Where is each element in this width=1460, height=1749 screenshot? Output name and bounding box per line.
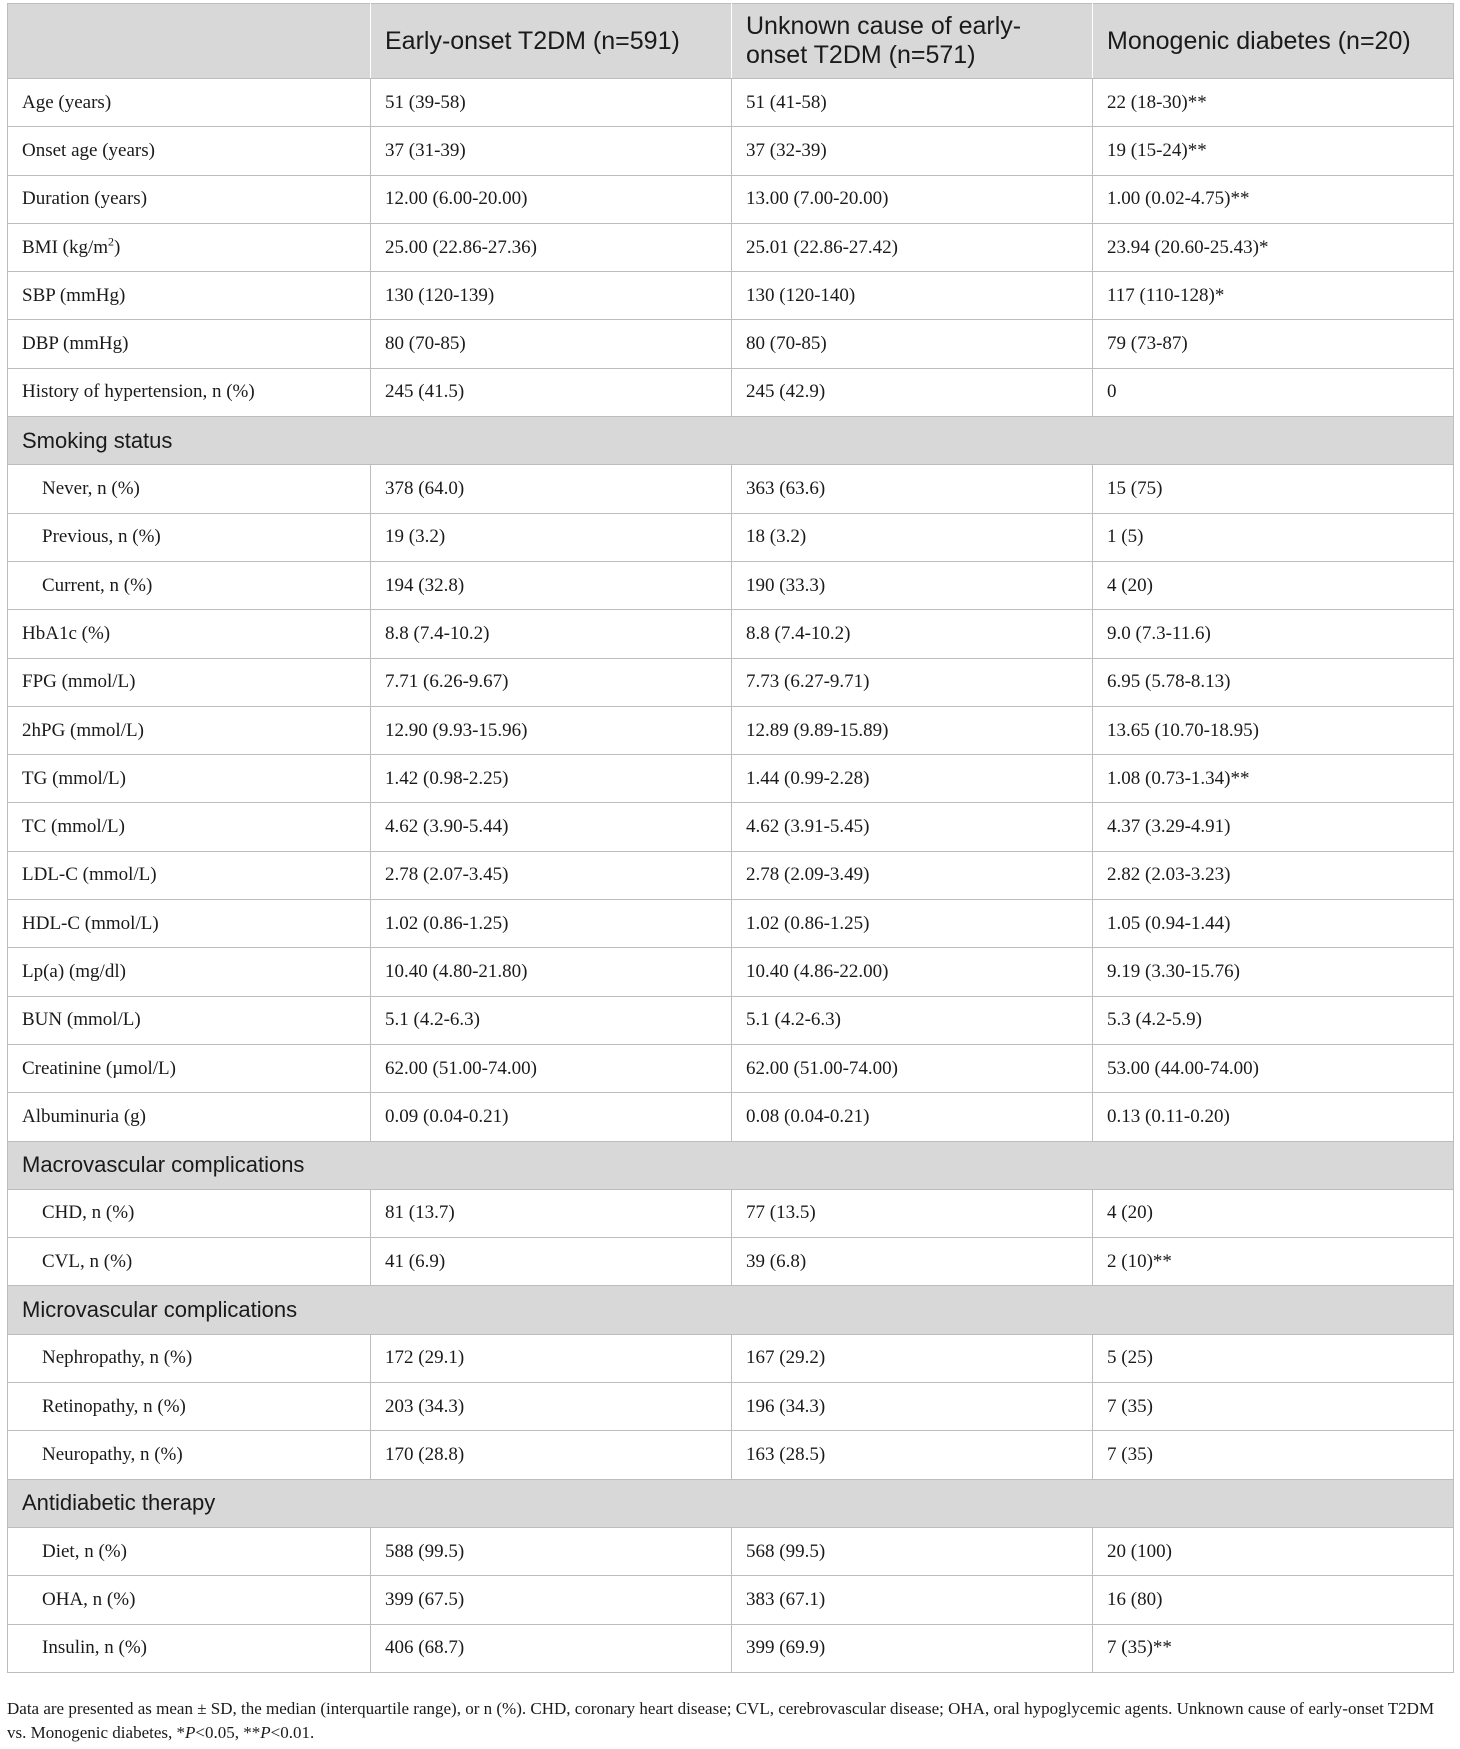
table-cell: 9.19 (3.30-15.76): [1093, 948, 1454, 996]
row-label-text: FPG (mmol/L): [22, 671, 136, 693]
row-label-text: Retinopathy, n (%): [42, 1395, 186, 1417]
table-cell: 62.00 (51.00-74.00): [371, 1044, 732, 1092]
table-cell: 77 (13.5): [732, 1189, 1093, 1237]
row-label-text: TG (mmol/L): [22, 767, 126, 789]
table-cell: 8.8 (7.4-10.2): [732, 610, 1093, 658]
table-cell: 9.0 (7.3-11.6): [1093, 610, 1454, 658]
table-cell: 406 (68.7): [371, 1624, 732, 1672]
row-label: [8, 1334, 371, 1382]
table-row: [8, 755, 1454, 803]
table-cell: 51 (39-58): [371, 79, 732, 127]
table-cell: 568 (99.5): [732, 1527, 1093, 1575]
row-label-text: Onset age (years): [22, 139, 155, 161]
table-cell: 1.42 (0.98-2.25): [371, 755, 732, 803]
row-label-text: 2hPG (mmol/L): [22, 719, 144, 741]
row-label-superscript: 2: [108, 234, 115, 249]
row-label-text: BMI (kg/m: [22, 236, 109, 258]
table-row: [8, 900, 1454, 948]
table-cell: 2.82 (2.03-3.23): [1093, 851, 1454, 899]
table-cell: 37 (31-39): [371, 127, 732, 175]
table-cell: 5 (25): [1093, 1334, 1454, 1382]
table-row: [8, 272, 1454, 320]
header-unknown-cause: Unknown cause of early-onset T2DM (n=571): [732, 4, 1093, 79]
table-cell: 37 (32-39): [732, 127, 1093, 175]
row-label-text: SBP (mmHg): [22, 284, 126, 306]
table-cell: 1.00 (0.02-4.75)**: [1093, 175, 1454, 223]
table-row: [8, 996, 1454, 1044]
table-cell: 4.37 (3.29-4.91): [1093, 803, 1454, 851]
table-cell: 0.13 (0.11-0.20): [1093, 1093, 1454, 1141]
row-label: [8, 320, 371, 368]
row-label: [8, 1431, 371, 1479]
table-cell: 39 (6.8): [732, 1238, 1093, 1286]
table-cell: 7 (35)**: [1093, 1624, 1454, 1672]
table-cell: 4 (20): [1093, 1189, 1454, 1237]
table-cell: 4.62 (3.91-5.45): [732, 803, 1093, 851]
table-cell: 51 (41-58): [732, 79, 1093, 127]
table-row: [8, 706, 1454, 754]
table-row: [8, 1576, 1454, 1624]
table-cell: 8.8 (7.4-10.2): [371, 610, 732, 658]
table-row: [8, 513, 1454, 561]
row-label: [8, 1189, 371, 1237]
table-row: [8, 1383, 1454, 1431]
header-monogenic-diabetes: Monogenic diabetes (n=20): [1093, 4, 1454, 79]
table-cell: 12.89 (9.89-15.89): [732, 706, 1093, 754]
table-cell: 12.00 (6.00-20.00): [371, 175, 732, 223]
table-cell: 194 (32.8): [371, 561, 732, 609]
table-cell: 1.02 (0.86-1.25): [732, 900, 1093, 948]
table-cell: 80 (70-85): [732, 320, 1093, 368]
footnote-p-symbol: P: [185, 1723, 196, 1742]
table-row: [8, 223, 1454, 271]
row-label-text: History of hypertension, n (%): [22, 381, 255, 403]
table-cell: 2.78 (2.09-3.49): [732, 851, 1093, 899]
characteristics-table: [7, 3, 1454, 1673]
row-label: [8, 513, 371, 561]
table-row: [8, 1527, 1454, 1575]
row-label: [8, 127, 371, 175]
row-label: [8, 755, 371, 803]
row-label: [8, 1527, 371, 1575]
table-row: [8, 1093, 1454, 1141]
table-row: [8, 175, 1454, 223]
header-early-onset-t2dm: Early-onset T2DM (n=591): [371, 4, 732, 79]
row-label-text: BUN (mmol/L): [22, 1009, 141, 1031]
table-cell: 172 (29.1): [371, 1334, 732, 1382]
table-cell: 20 (100): [1093, 1527, 1454, 1575]
table-footnote: [7, 1697, 1453, 1745]
table-cell: 2.78 (2.07-3.45): [371, 851, 732, 899]
row-label-text: Lp(a) (mg/dl): [22, 960, 126, 982]
table-cell: 378 (64.0): [371, 465, 732, 513]
table-cell: 5.1 (4.2-6.3): [371, 996, 732, 1044]
footnote-threshold-2: <0.01.: [270, 1723, 315, 1742]
table-row: [8, 610, 1454, 658]
table-cell: 245 (42.9): [732, 368, 1093, 416]
section-label: Antidiabetic therapy: [8, 1479, 1454, 1527]
table-cell: 25.00 (22.86-27.36): [371, 223, 732, 271]
table-row: [8, 1238, 1454, 1286]
row-label: [8, 1624, 371, 1672]
table-cell: 399 (69.9): [732, 1624, 1093, 1672]
table-cell: 13.65 (10.70-18.95): [1093, 706, 1454, 754]
row-label: [8, 900, 371, 948]
table-cell: 163 (28.5): [732, 1431, 1093, 1479]
table-cell: 79 (73-87): [1093, 320, 1454, 368]
table-row: [8, 948, 1454, 996]
table-cell: 130 (120-140): [732, 272, 1093, 320]
table-cell: 12.90 (9.93-15.96): [371, 706, 732, 754]
table-cell: 0.09 (0.04-0.21): [371, 1093, 732, 1141]
table-cell: 53.00 (44.00-74.00): [1093, 1044, 1454, 1092]
table-cell: 167 (29.2): [732, 1334, 1093, 1382]
row-label-text: Creatinine (µmol/L): [22, 1057, 176, 1079]
table-cell: 190 (33.3): [732, 561, 1093, 609]
table-cell: 5.3 (4.2-5.9): [1093, 996, 1454, 1044]
row-label: [8, 79, 371, 127]
table-row: [8, 1624, 1454, 1672]
row-label: [8, 223, 371, 271]
row-label-text: CHD, n (%): [42, 1202, 135, 1224]
table-cell: 10.40 (4.80-21.80): [371, 948, 732, 996]
table-cell: 117 (110-128)*: [1093, 272, 1454, 320]
table-cell: 19 (3.2): [371, 513, 732, 561]
table-row: [8, 1189, 1454, 1237]
table-row: [8, 1431, 1454, 1479]
table-cell: 1 (5): [1093, 513, 1454, 561]
table-cell: 2 (10)**: [1093, 1238, 1454, 1286]
table-cell: 80 (70-85): [371, 320, 732, 368]
table-cell: 1.08 (0.73-1.34)**: [1093, 755, 1454, 803]
section-label: Microvascular complications: [8, 1286, 1454, 1334]
table-cell: 1.02 (0.86-1.25): [371, 900, 732, 948]
table-body: [8, 79, 1454, 1673]
table-cell: 363 (63.6): [732, 465, 1093, 513]
section-header-row: [8, 1479, 1454, 1527]
row-label: [8, 803, 371, 851]
row-label: [8, 610, 371, 658]
table-cell: 1.44 (0.99-2.28): [732, 755, 1093, 803]
row-label: [8, 561, 371, 609]
row-label: [8, 272, 371, 320]
table-cell: 18 (3.2): [732, 513, 1093, 561]
row-label-text: HbA1c (%): [22, 622, 111, 644]
table-cell: 19 (15-24)**: [1093, 127, 1454, 175]
table-row: [8, 368, 1454, 416]
row-label: [8, 1044, 371, 1092]
table-cell: 5.1 (4.2-6.3): [732, 996, 1093, 1044]
section-header-row: [8, 1286, 1454, 1334]
table-header-row: [8, 4, 1454, 79]
row-label: [8, 1576, 371, 1624]
table-cell: 15 (75): [1093, 465, 1454, 513]
table-row: [8, 1334, 1454, 1382]
row-label-text: TC (mmol/L): [22, 816, 125, 838]
row-label: [8, 658, 371, 706]
table-cell: 22 (18-30)**: [1093, 79, 1454, 127]
footnote-threshold-1: <0.05, **: [195, 1723, 261, 1742]
row-label: [8, 1238, 371, 1286]
row-label-text: LDL-C (mmol/L): [22, 864, 157, 886]
row-label-text: Current, n (%): [42, 574, 153, 596]
row-label-text: Age (years): [22, 91, 112, 113]
table-cell: 203 (34.3): [371, 1383, 732, 1431]
table-cell: 130 (120-139): [371, 272, 732, 320]
table-cell: 170 (28.8): [371, 1431, 732, 1479]
table-cell: 6.95 (5.78-8.13): [1093, 658, 1454, 706]
footnote-text: Data are presented as mean ± SD, the median (interquartile range), or n (%). CHD, coronary heart disease; CVL, cerebrovascular disease; OHA, oral hypoglycemic agents. Unknown cause of early-onset T2DM vs. Monogenic diabetes, *: [7, 1699, 1435, 1742]
table-row: [8, 561, 1454, 609]
row-label: [8, 1093, 371, 1141]
table-cell: 41 (6.9): [371, 1238, 732, 1286]
row-label-text: Nephropathy, n (%): [42, 1347, 193, 1369]
table-row: [8, 851, 1454, 899]
table-row: [8, 320, 1454, 368]
row-label-suffix: ): [114, 236, 121, 258]
table-cell: 10.40 (4.86-22.00): [732, 948, 1093, 996]
row-label: [8, 706, 371, 754]
table-cell: 81 (13.7): [371, 1189, 732, 1237]
table-cell: 16 (80): [1093, 1576, 1454, 1624]
footnote-p-symbol: P: [260, 1723, 271, 1742]
section-header-row: [8, 417, 1454, 465]
table-cell: 1.05 (0.94-1.44): [1093, 900, 1454, 948]
row-label: [8, 851, 371, 899]
table-cell: 0: [1093, 368, 1454, 416]
row-label-text: DBP (mmHg): [22, 333, 129, 355]
table-row: [8, 658, 1454, 706]
row-label: [8, 948, 371, 996]
row-label: [8, 996, 371, 1044]
row-label: [8, 465, 371, 513]
section-header-row: [8, 1141, 1454, 1189]
table-cell: 7 (35): [1093, 1431, 1454, 1479]
row-label-text: Diet, n (%): [42, 1540, 127, 1562]
row-label-text: Albuminuria (g): [22, 1105, 147, 1127]
table-row: [8, 79, 1454, 127]
table-cell: 383 (67.1): [732, 1576, 1093, 1624]
table-row: [8, 1044, 1454, 1092]
table-cell: 7 (35): [1093, 1383, 1454, 1431]
row-label-text: Neuropathy, n (%): [42, 1443, 183, 1465]
table-row: [8, 803, 1454, 851]
header-variable: [8, 4, 371, 79]
table-cell: 245 (41.5): [371, 368, 732, 416]
row-label-text: HDL-C (mmol/L): [22, 912, 159, 934]
table-cell: 62.00 (51.00-74.00): [732, 1044, 1093, 1092]
table-cell: 13.00 (7.00-20.00): [732, 175, 1093, 223]
row-label: [8, 368, 371, 416]
table-cell: 0.08 (0.04-0.21): [732, 1093, 1093, 1141]
table-cell: 7.73 (6.27-9.71): [732, 658, 1093, 706]
table-row: [8, 127, 1454, 175]
table-cell: 399 (67.5): [371, 1576, 732, 1624]
table-cell: 4.62 (3.90-5.44): [371, 803, 732, 851]
row-label-text: Never, n (%): [42, 478, 140, 500]
row-label-text: Insulin, n (%): [42, 1637, 148, 1659]
table-cell: 25.01 (22.86-27.42): [732, 223, 1093, 271]
table-cell: 23.94 (20.60-25.43)*: [1093, 223, 1454, 271]
row-label-text: Duration (years): [22, 188, 148, 210]
row-label: [8, 1383, 371, 1431]
table-cell: 196 (34.3): [732, 1383, 1093, 1431]
row-label: [8, 175, 371, 223]
table-cell: 7.71 (6.26-9.67): [371, 658, 732, 706]
table-row: [8, 465, 1454, 513]
section-label: Smoking status: [8, 417, 1454, 465]
row-label-text: Previous, n (%): [42, 526, 161, 548]
table-cell: 588 (99.5): [371, 1527, 732, 1575]
table-cell: 4 (20): [1093, 561, 1454, 609]
row-label-text: CVL, n (%): [42, 1250, 133, 1272]
section-label: Macrovascular complications: [8, 1141, 1454, 1189]
row-label-text: OHA, n (%): [42, 1588, 136, 1610]
